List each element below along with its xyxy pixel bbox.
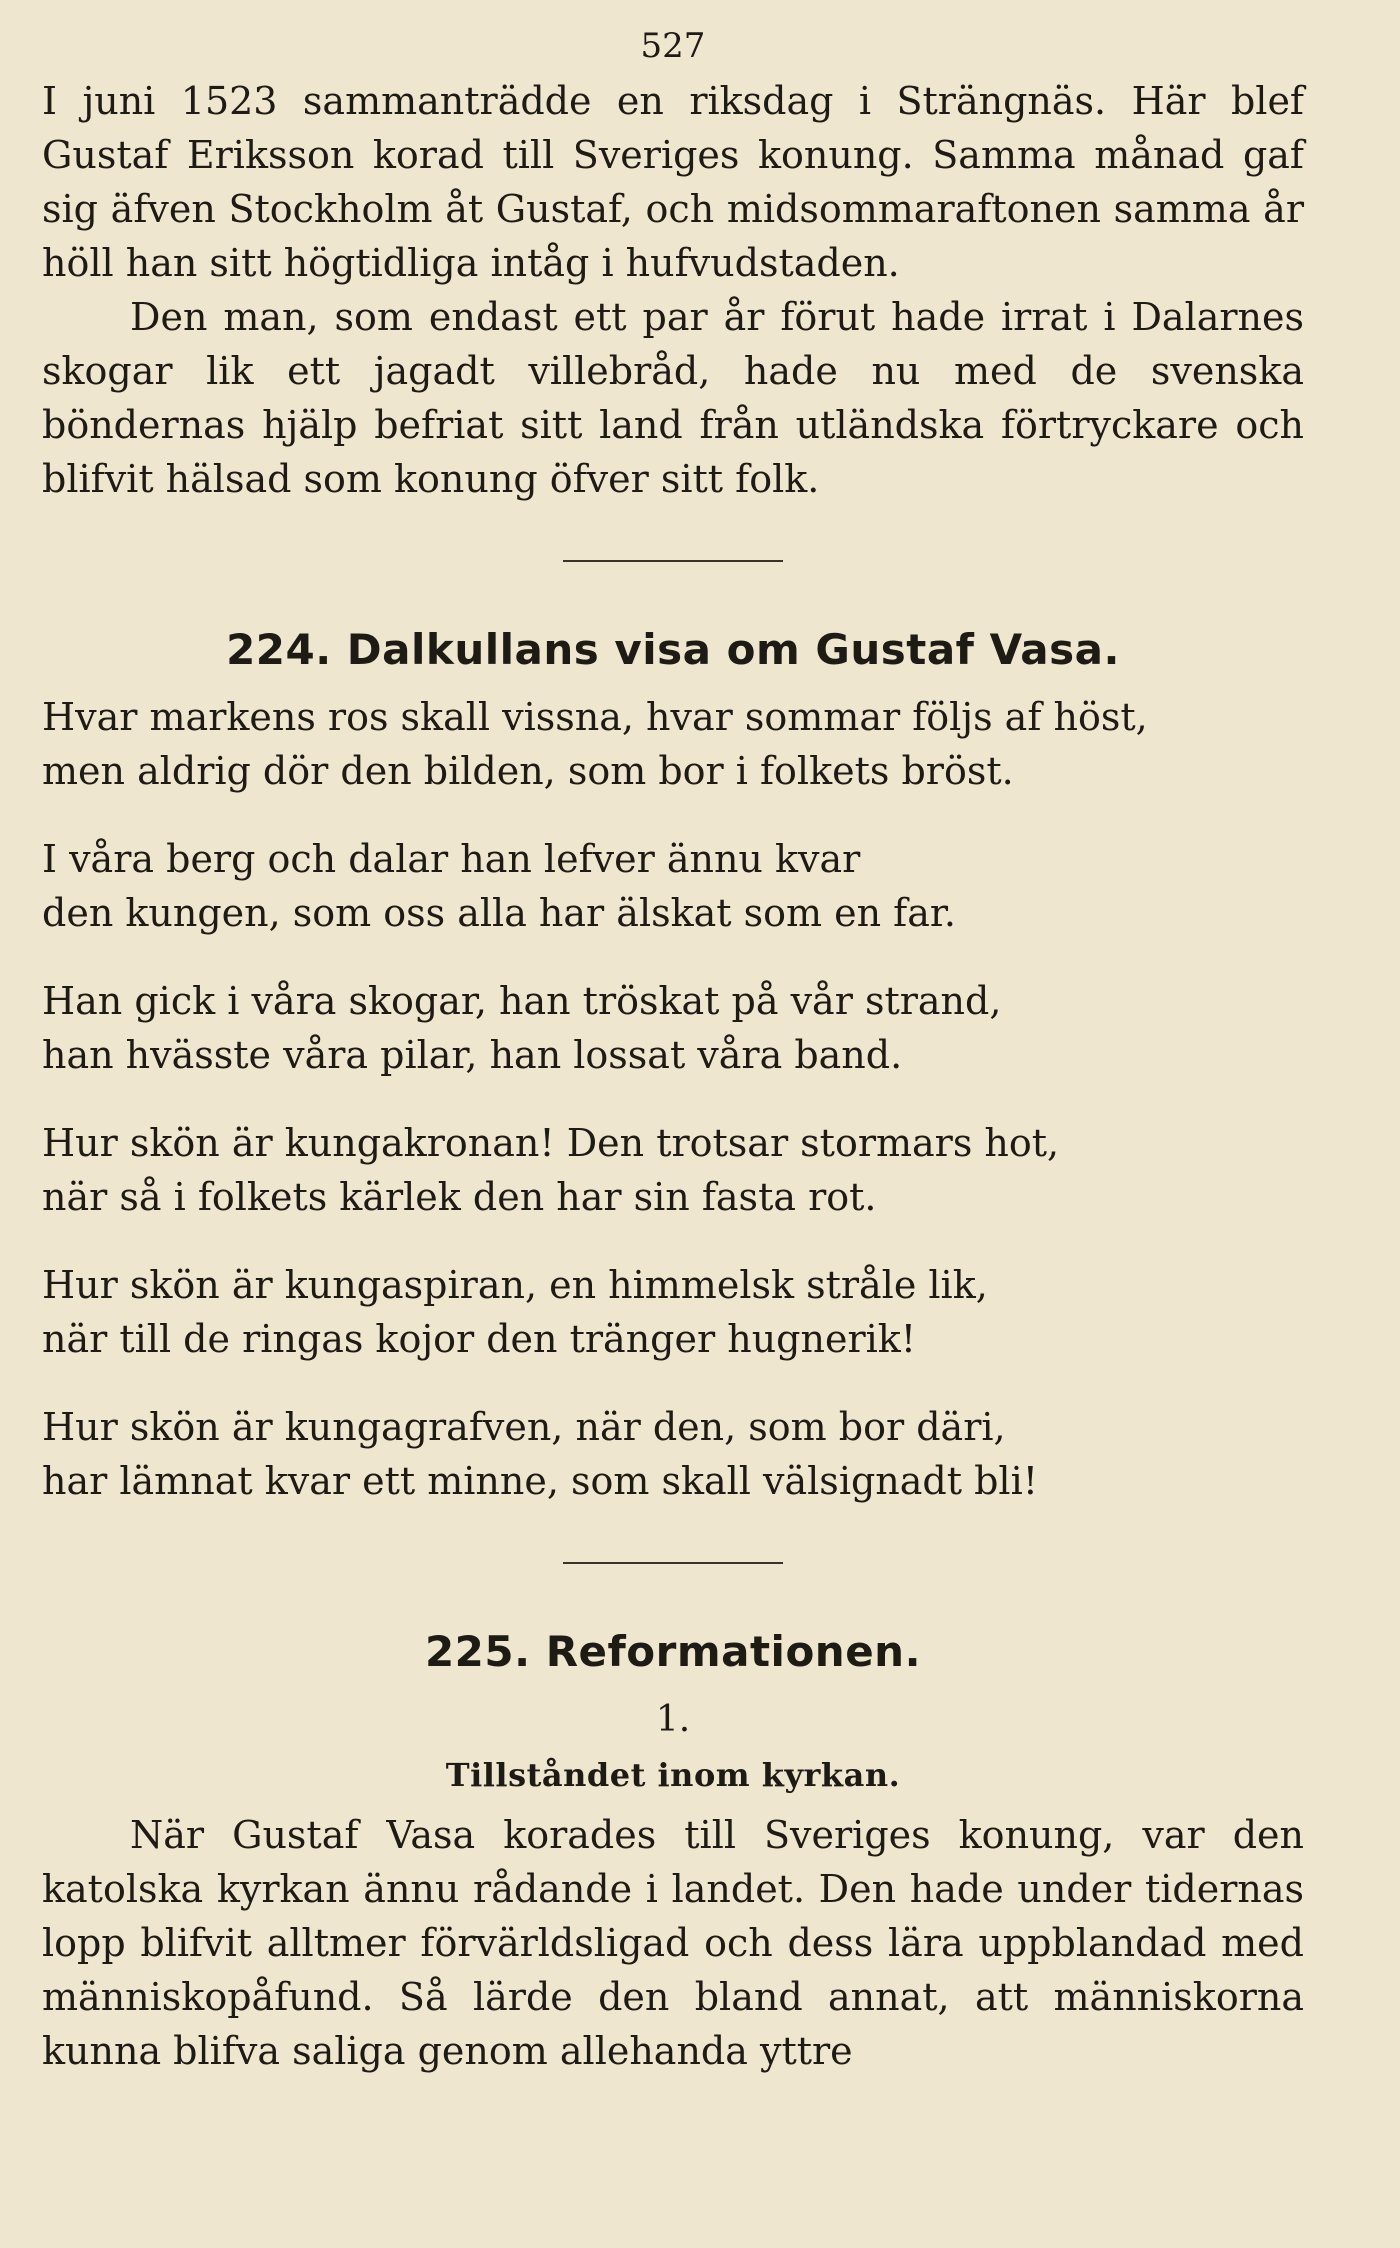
poem-stanza — [42, 832, 1304, 940]
section-divider — [563, 560, 783, 562]
poem-line: har lämnat kvar ett minne, som skall välsignadt bli! — [42, 1459, 1038, 1503]
poem-stanza — [42, 1258, 1304, 1366]
subsection-heading: Tillståndet inom kyrkan. — [445, 1756, 901, 1794]
poem-line: Hvar markens ros skall vissna, hvar sommar följs af höst, — [42, 695, 1148, 739]
poem-stanza — [42, 974, 1304, 1082]
poem-line: Han gick i våra skogar, han tröskat på vår strand, — [42, 979, 1002, 1023]
poem-line: Hur skön är kungagrafven, när den, som bor däri, — [42, 1405, 1006, 1449]
poem-stanza — [42, 690, 1304, 798]
section-225-paragraph: När Gustaf Vasa korades till Sveriges konung, var den katolska kyrkan ännu rådande i landet. Den hade under tidernas lopp blifvit alltmer förvärldsligad och dess lära uppblandad med människopåfund. Så lärde den bland annat, att människorna kunna blifva saliga genom allehanda yttre — [42, 1813, 1304, 2073]
intro-paragraph-2: Den man, som endast ett par år förut hade irrat i Dalarnes skogar lik ett jagadt villebråd, hade nu med de svenska böndernas hjälp befriat sitt land från utländska förtryckare och blifvit hälsad som konung öfver sitt folk. — [42, 295, 1304, 501]
section-224-heading: 224. Dalkullans visa om Gustaf Vasa. — [226, 625, 1120, 674]
poem-stanza — [42, 1400, 1304, 1508]
intro-paragraph-1: I juni 1523 sammanträdde en riksdag i Strängnäs. Här blef Gustaf Eriksson korad till Sveriges konung. Samma månad gaf sig äfven Stockholm åt Gustaf, och midsommaraftonen samma år höll han sitt högtidliga intåg i hufvudstaden. — [42, 79, 1304, 285]
poem-line: I våra berg och dalar han lefver ännu kvar — [42, 837, 861, 881]
poem-stanza — [42, 1116, 1304, 1224]
poem-line: när så i folkets kärlek den har sin fasta rot. — [42, 1175, 877, 1219]
poem-line: Hur skön är kungaspiran, en himmelsk stråle lik, — [42, 1263, 988, 1307]
poem-line: den kungen, som oss alla har älskat som en far. — [42, 891, 956, 935]
page-number: 527 — [640, 26, 706, 66]
poem-line: när till de ringas kojor den tränger hugnerik! — [42, 1317, 917, 1361]
subsection-number: 1. — [655, 1699, 691, 1740]
poem-line: Hur skön är kungakronan! Den trotsar stormars hot, — [42, 1121, 1060, 1165]
poem-line: men aldrig dör den bilden, som bor i folkets bröst. — [42, 749, 1014, 793]
poem-line: han hvässte våra pilar, han lossat våra band. — [42, 1033, 903, 1077]
section-divider — [563, 1562, 783, 1564]
section-225-heading: 225. Reformationen. — [424, 1627, 922, 1676]
